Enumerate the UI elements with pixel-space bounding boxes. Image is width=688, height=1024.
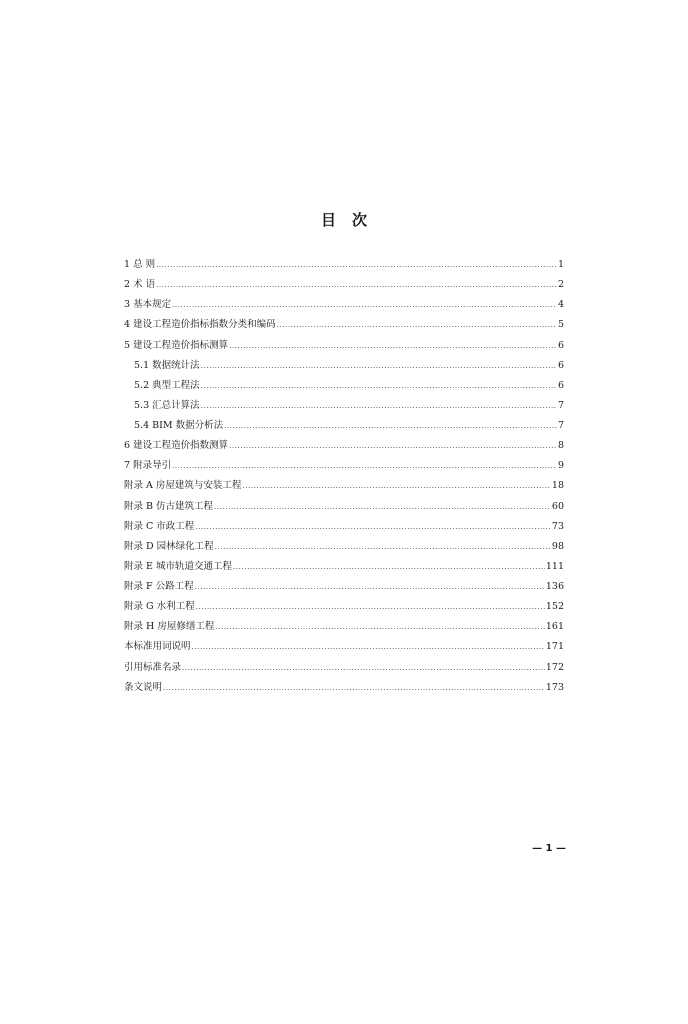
toc-entry-page: 9 bbox=[557, 460, 564, 472]
toc-entry-label: 6 建设工程造价指数测算 bbox=[124, 440, 229, 452]
dot-leader bbox=[201, 376, 557, 396]
toc-entry-label: 5.2 典型工程法 bbox=[134, 379, 200, 391]
toc-entry-page: 5 bbox=[557, 319, 564, 331]
toc-entry bbox=[124, 637, 564, 657]
toc-entry bbox=[124, 597, 564, 617]
toc-entry bbox=[124, 356, 564, 376]
toc-entry-label: 条文说明 bbox=[124, 681, 163, 693]
dot-leader bbox=[229, 436, 557, 456]
toc-entry-page: 173 bbox=[545, 681, 564, 693]
toc-entry-label: 附录 A 房屋建筑与安装工程 bbox=[124, 480, 242, 492]
dot-leader bbox=[215, 617, 545, 637]
toc-entry bbox=[124, 436, 564, 456]
toc-entry bbox=[124, 577, 564, 597]
toc-title: 目次 bbox=[320, 211, 383, 229]
toc-entry bbox=[124, 295, 564, 315]
dot-leader bbox=[277, 315, 557, 335]
toc-entry bbox=[124, 416, 564, 436]
toc-entry-label: 2 术 语 bbox=[124, 279, 156, 291]
toc-entry bbox=[124, 275, 564, 295]
toc-entry-label: 5.3 汇总计算法 bbox=[134, 399, 200, 411]
toc-entry bbox=[124, 537, 564, 557]
toc-list bbox=[124, 255, 564, 698]
toc-entry bbox=[124, 456, 564, 476]
toc-entry-label: 7 附录导引 bbox=[124, 460, 172, 472]
toc-entry-label: 附录 B 仿古建筑工程 bbox=[124, 500, 214, 512]
toc-entry bbox=[124, 376, 564, 396]
toc-entry-label: 附录 H 房屋修缮工程 bbox=[124, 621, 215, 633]
toc-entry-label: 附录 G 水利工程 bbox=[124, 601, 195, 613]
dot-leader bbox=[156, 255, 557, 275]
toc-entry-label: 附录 D 园林绿化工程 bbox=[124, 540, 214, 552]
toc-entry bbox=[124, 315, 564, 335]
toc-entry-label: 附录 F 公路工程 bbox=[124, 581, 194, 592]
toc-entry-page: 7 bbox=[557, 399, 564, 411]
toc-entry-page: 6 bbox=[557, 339, 564, 351]
toc-entry bbox=[124, 678, 564, 698]
toc-entry bbox=[124, 476, 564, 496]
toc-entry-page: 2 bbox=[557, 279, 564, 291]
toc-entry bbox=[124, 517, 564, 537]
dot-leader bbox=[172, 295, 557, 315]
toc-entry bbox=[124, 557, 564, 577]
toc-entry-page: 6 bbox=[557, 359, 564, 371]
dot-leader bbox=[195, 577, 545, 597]
toc-entry bbox=[124, 396, 564, 416]
toc-entry-page: 161 bbox=[545, 621, 564, 633]
dot-leader bbox=[195, 517, 551, 537]
dot-leader bbox=[214, 497, 551, 517]
dot-leader bbox=[242, 476, 551, 496]
dot-leader bbox=[201, 396, 557, 416]
dot-leader bbox=[156, 275, 557, 295]
toc-entry-label: 5.4 BIM 数据分析法 bbox=[134, 420, 224, 431]
page-number: — 1 — bbox=[532, 843, 566, 854]
toc-entry-page: 8 bbox=[557, 440, 564, 452]
toc-entry-label: 5 建设工程造价指标测算 bbox=[124, 339, 229, 351]
dot-leader bbox=[224, 416, 557, 436]
dot-leader bbox=[182, 658, 545, 678]
toc-entry-label: 1 总 则 bbox=[124, 259, 156, 270]
toc-entry-label: 5.1 数据统计法 bbox=[134, 359, 200, 371]
toc-entry-label: 4 建设工程造价指标指数分类和编码 bbox=[124, 319, 276, 331]
toc-entry-page: 152 bbox=[545, 601, 564, 613]
toc-entry bbox=[124, 336, 564, 356]
toc-entry bbox=[124, 255, 564, 275]
toc-entry-label: 引用标准名录 bbox=[124, 661, 182, 673]
toc-entry-label: 本标准用词说明 bbox=[124, 641, 191, 653]
toc-entry bbox=[124, 658, 564, 678]
dot-leader bbox=[233, 557, 545, 577]
toc-entry-label: 附录 E 城市轨道交通工程 bbox=[124, 560, 232, 572]
toc-entry-page: 73 bbox=[551, 520, 564, 532]
toc-entry-page: 111 bbox=[545, 560, 564, 572]
toc-entry bbox=[124, 617, 564, 637]
dot-leader bbox=[163, 678, 545, 698]
toc-entry-page: 4 bbox=[557, 299, 564, 311]
toc-entry-page: 172 bbox=[545, 661, 564, 673]
dot-leader bbox=[196, 597, 545, 617]
dot-leader bbox=[192, 637, 545, 657]
dot-leader bbox=[229, 336, 557, 356]
toc-entry-page: 7 bbox=[557, 420, 564, 431]
toc-entry-page: 18 bbox=[551, 480, 564, 492]
toc-entry bbox=[124, 497, 564, 517]
toc-entry-page: 171 bbox=[545, 641, 564, 653]
dot-leader bbox=[201, 356, 557, 376]
dot-leader bbox=[215, 537, 551, 557]
toc-entry-label: 3 基本规定 bbox=[124, 299, 172, 311]
toc-entry-page: 98 bbox=[551, 540, 564, 552]
toc-entry-page: 136 bbox=[545, 581, 564, 592]
dot-leader bbox=[172, 456, 557, 476]
toc-entry-label: 附录 C 市政工程 bbox=[124, 520, 195, 532]
toc-entry-page: 6 bbox=[557, 379, 564, 391]
toc-entry-page: 1 bbox=[557, 259, 564, 270]
toc-entry-page: 60 bbox=[551, 500, 564, 512]
